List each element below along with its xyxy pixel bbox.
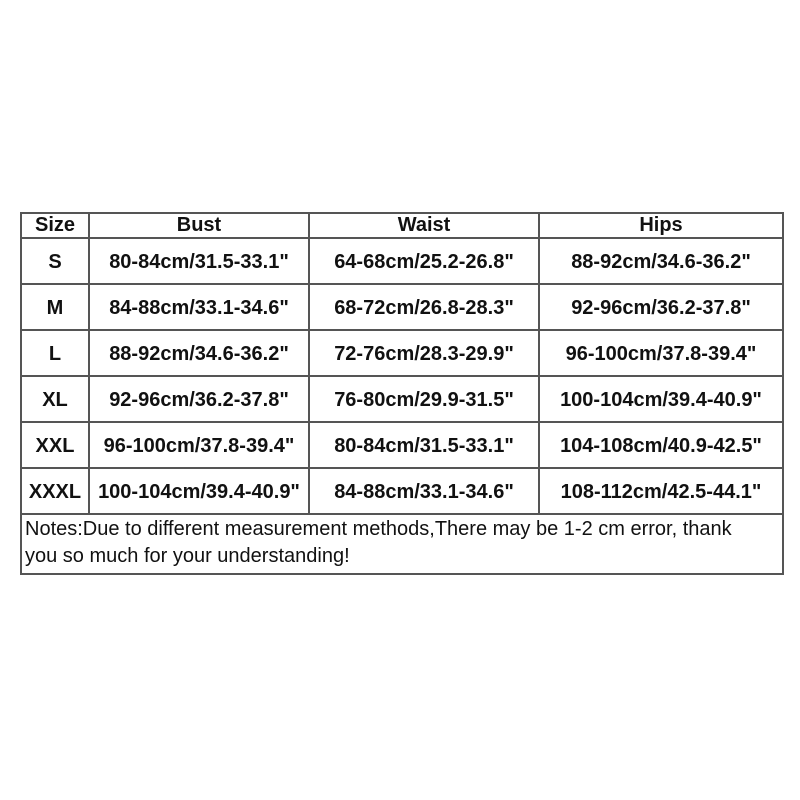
waist-value: 84-88cm/33.1-34.6" bbox=[309, 468, 539, 514]
table-row-xxxl bbox=[21, 468, 783, 514]
table-row-m bbox=[21, 284, 783, 330]
hips-value: 96-100cm/37.8-39.4" bbox=[539, 330, 783, 376]
waist-value: 64-68cm/25.2-26.8" bbox=[309, 238, 539, 284]
table-row-l bbox=[21, 330, 783, 376]
header-size: Size bbox=[21, 213, 89, 238]
size-chart-table bbox=[20, 212, 784, 575]
header-hips: Hips bbox=[539, 213, 783, 238]
hips-value: 100-104cm/39.4-40.9" bbox=[539, 376, 783, 422]
bust-value: 80-84cm/31.5-33.1" bbox=[89, 238, 309, 284]
size-label: M bbox=[21, 284, 89, 330]
notes-text-line2: you so much for your understanding! bbox=[25, 545, 350, 567]
waist-value: 72-76cm/28.3-29.9" bbox=[309, 330, 539, 376]
header-bust: Bust bbox=[89, 213, 309, 238]
size-label: XXXL bbox=[21, 468, 89, 514]
hips-value: 104-108cm/40.9-42.5" bbox=[539, 422, 783, 468]
size-label: XL bbox=[21, 376, 89, 422]
bust-value: 100-104cm/39.4-40.9" bbox=[89, 468, 309, 514]
waist-value: 80-84cm/31.5-33.1" bbox=[309, 422, 539, 468]
size-label: L bbox=[21, 330, 89, 376]
notes-cell bbox=[21, 514, 783, 574]
table-row-xxl bbox=[21, 422, 783, 468]
hips-value: 92-96cm/36.2-37.8" bbox=[539, 284, 783, 330]
table-row-s bbox=[21, 238, 783, 284]
bust-value: 88-92cm/34.6-36.2" bbox=[89, 330, 309, 376]
bust-value: 84-88cm/33.1-34.6" bbox=[89, 284, 309, 330]
size-label: S bbox=[21, 238, 89, 284]
header-waist: Waist bbox=[309, 213, 539, 238]
bust-value: 96-100cm/37.8-39.4" bbox=[89, 422, 309, 468]
waist-value: 76-80cm/29.9-31.5" bbox=[309, 376, 539, 422]
waist-value: 68-72cm/26.8-28.3" bbox=[309, 284, 539, 330]
notes-row bbox=[21, 514, 783, 574]
bust-value: 92-96cm/36.2-37.8" bbox=[89, 376, 309, 422]
size-label: XXL bbox=[21, 422, 89, 468]
hips-value: 88-92cm/34.6-36.2" bbox=[539, 238, 783, 284]
notes-text-line1: Notes:Due to different measurement methods,There may be 1-2 cm error, thank bbox=[25, 518, 732, 540]
table-row-xl bbox=[21, 376, 783, 422]
hips-value: 108-112cm/42.5-44.1" bbox=[539, 468, 783, 514]
header-row bbox=[21, 213, 783, 238]
